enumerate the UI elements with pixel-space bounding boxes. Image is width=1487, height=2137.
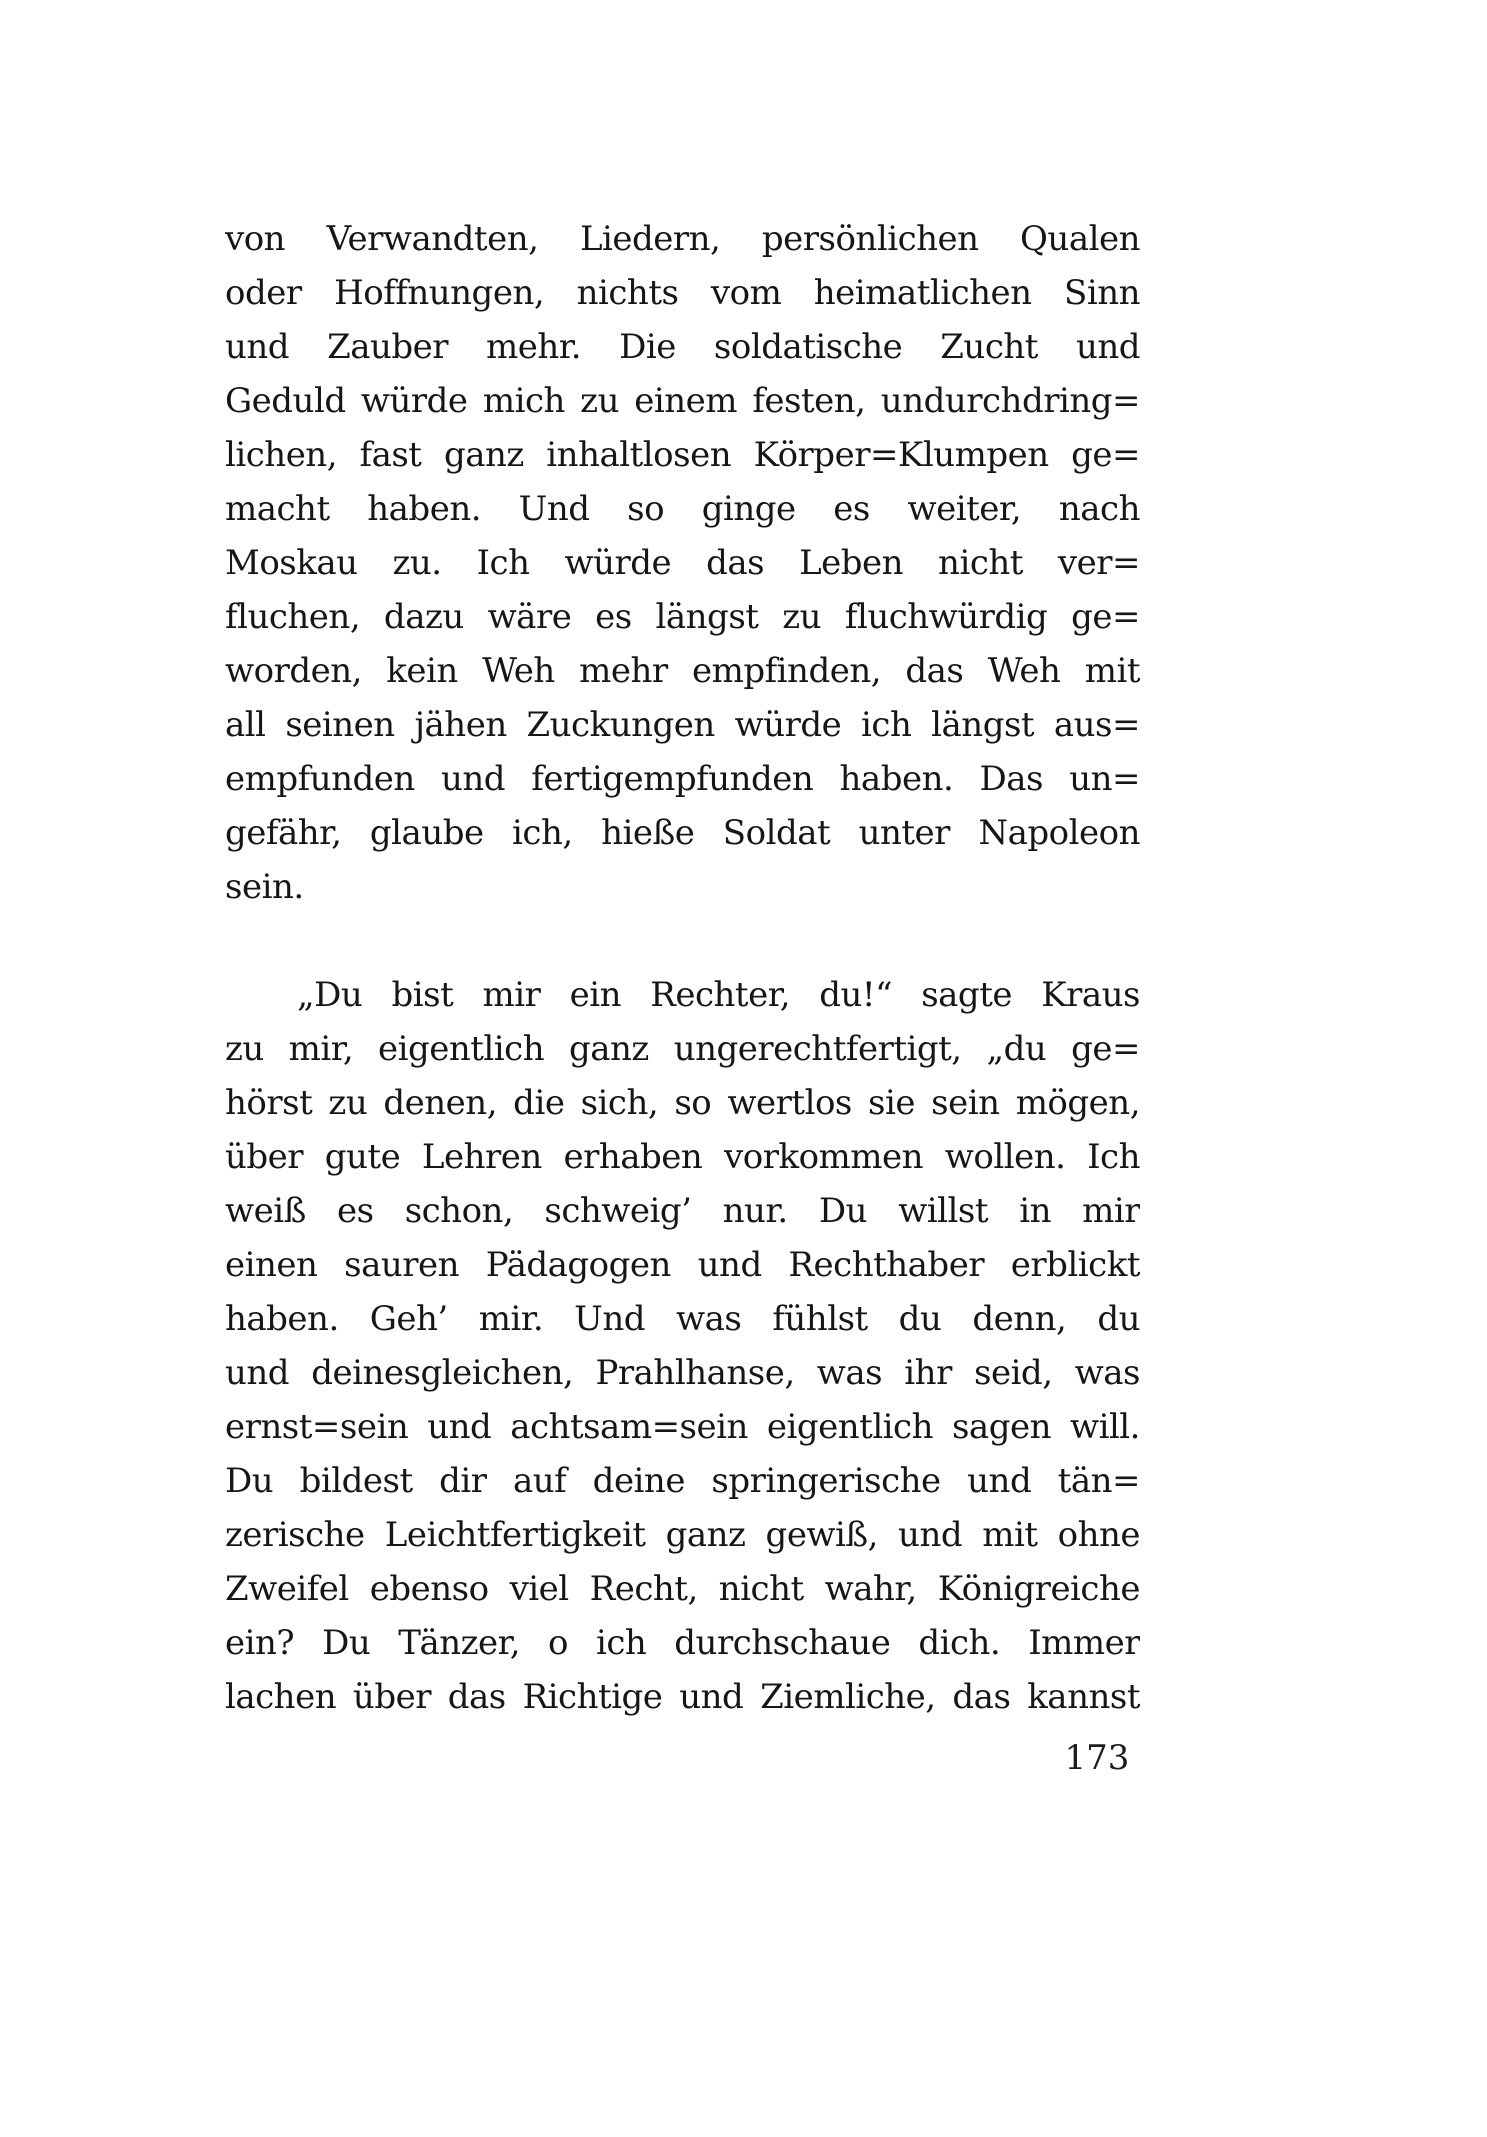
text-line: oder Hoffnungen, nichts vom heimatlichen Sinn [225, 273, 1140, 313]
text-line: haben. Geh’ mir. Und was fühlst du denn, du [225, 1299, 1140, 1339]
paragraph [225, 212, 1140, 914]
text-line: Zweifel ebenso viel Recht, nicht wahr, Königreiche [225, 1569, 1140, 1609]
text-block [225, 212, 1140, 1724]
text-line: sein. [225, 867, 304, 907]
text-line: Geduld würde mich zu einem festen, undurchdring= [225, 381, 1140, 421]
text-line: Du bildest dir auf deine springerische und tän= [225, 1461, 1140, 1501]
text-line: von Verwandten, Liedern, persönlichen Qualen [225, 219, 1140, 259]
page-number: 173 [1064, 1738, 1130, 1778]
text-line: gefähr, glaube ich, hieße Soldat unter Napoleon [225, 813, 1140, 853]
text-line: all seinen jähen Zuckungen würde ich längst aus= [225, 705, 1140, 745]
text-line: ein? Du Tänzer, o ich durchschaue dich. Immer [225, 1623, 1140, 1663]
text-line: weiß es schon, schweig’ nur. Du willst in mir [225, 1191, 1140, 1231]
text-line: einen sauren Pädagogen und Rechthaber erblickt [225, 1245, 1140, 1285]
text-line: ernst=sein und achtsam=sein eigentlich sagen will. [225, 1407, 1140, 1447]
text-line: lachen über das Richtige und Ziemliche, das kannst [225, 1677, 1140, 1717]
text-line: hörst zu denen, die sich, so wertlos sie sein mögen, [225, 1083, 1140, 1123]
paragraph [225, 968, 1140, 1724]
text-line: zerische Leichtfertigkeit ganz gewiß, und mit ohne [225, 1515, 1140, 1555]
text-line: lichen, fast ganz inhaltlosen Körper=Klumpen ge= [225, 435, 1140, 475]
text-line: und deinesgleichen, Prahlhanse, was ihr seid, was [225, 1353, 1140, 1393]
text-line: fluchen, dazu wäre es längst zu fluchwürdig ge= [225, 597, 1140, 637]
text-line: macht haben. Und so ginge es weiter, nach [225, 489, 1140, 529]
text-line: worden, kein Weh mehr empfinden, das Weh mit [225, 651, 1140, 691]
text-line: empfunden und fertigempfunden haben. Das un= [225, 759, 1140, 799]
text-line: und Zauber mehr. Die soldatische Zucht und [225, 327, 1140, 367]
text-line: zu mir, eigentlich ganz ungerechtfertigt, „du ge= [225, 1029, 1140, 1069]
text-line: über gute Lehren erhaben vorkommen wollen. Ich [225, 1137, 1140, 1177]
text-line: „Du bist mir ein Rechter, du!“ sagte Kraus [297, 975, 1140, 1015]
text-line: Moskau zu. Ich würde das Leben nicht ver= [225, 543, 1140, 583]
